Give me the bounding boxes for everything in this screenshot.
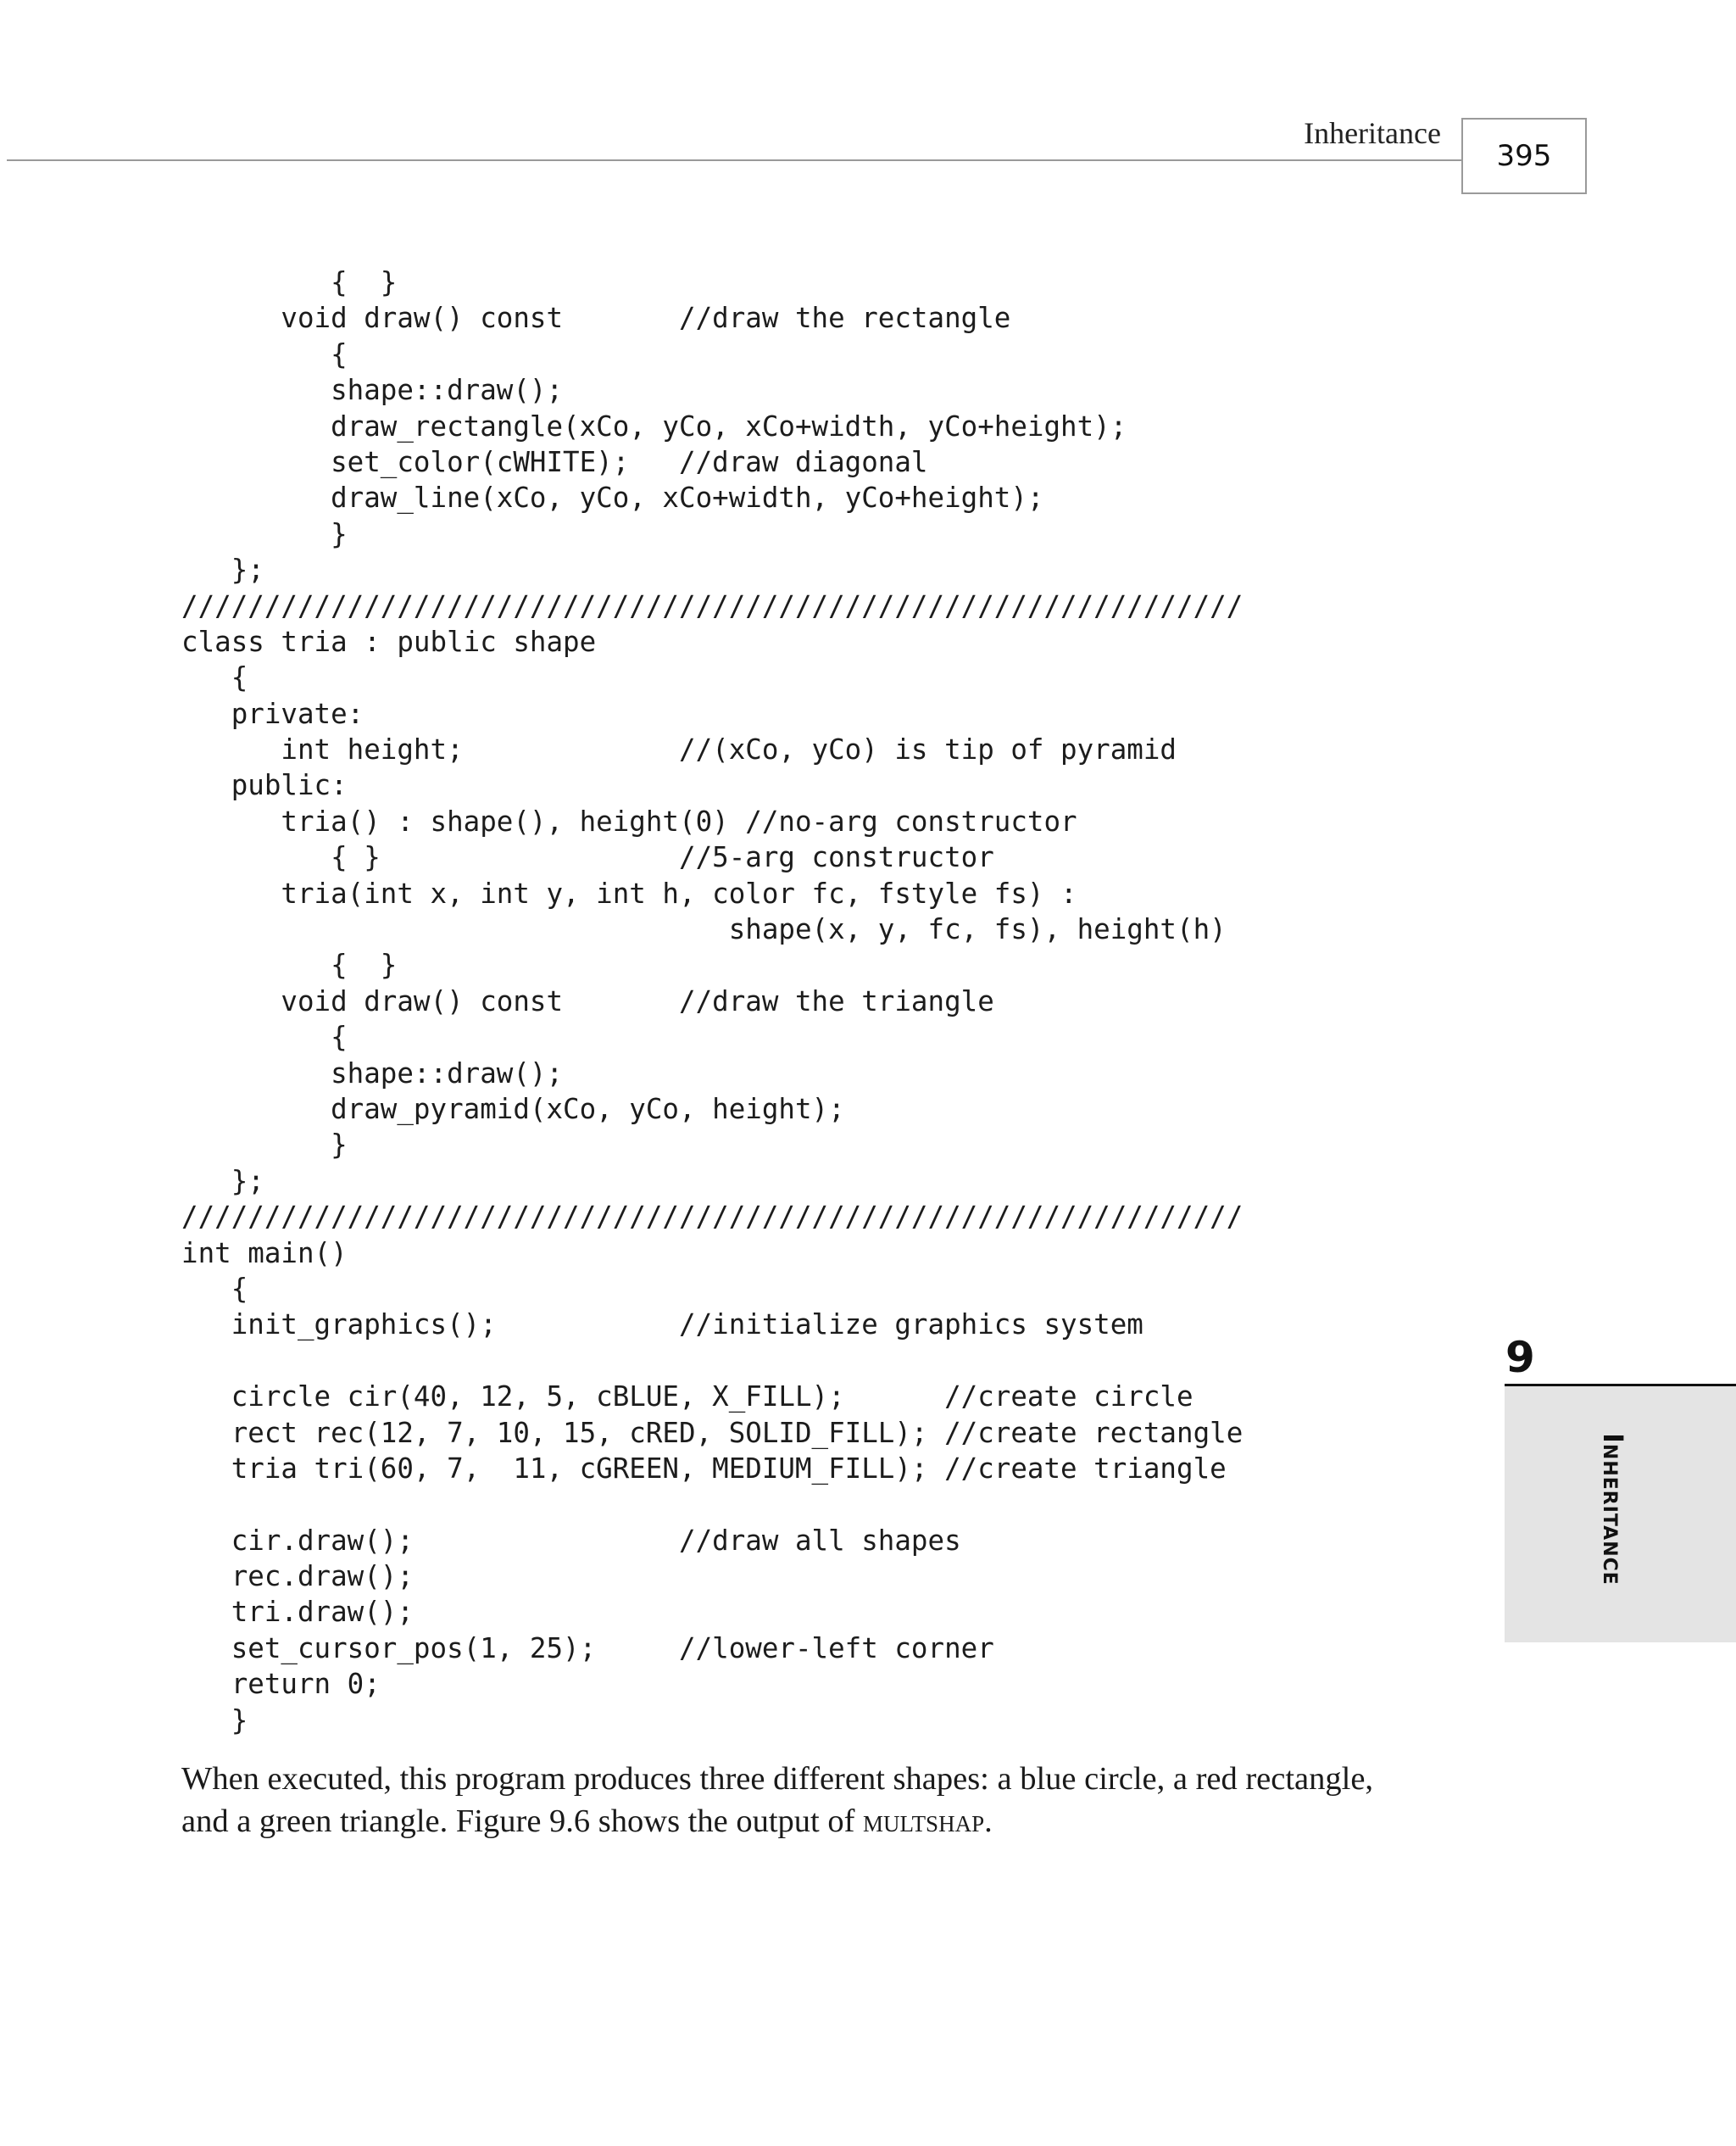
code-line [181, 1343, 1243, 1379]
code-line: shape::draw(); [181, 1056, 564, 1090]
code-line: }; [181, 554, 264, 587]
code-line [181, 1486, 1243, 1522]
running-header-title: Inheritance [1304, 116, 1441, 150]
page-number: 395 [1496, 139, 1552, 173]
code-line: public: [181, 769, 348, 802]
code-line: int height; //(xCo, yCo) is tip of pyramid [181, 733, 1177, 766]
code-line: cir.draw(); //draw all shapes [181, 1524, 961, 1557]
code-line: circle cir(40, 12, 5, cBLUE, X_FILL); //create circle [181, 1380, 1194, 1413]
code-listing [181, 265, 1243, 1738]
code-line: tria(int x, int y, int h, color fc, fstyle fs) : [181, 877, 1077, 910]
code-line: void draw() const //draw the triangle [181, 984, 994, 1017]
code-line: { } [181, 266, 398, 298]
code-line: tri.draw(); [181, 1596, 414, 1629]
code-line: set_cursor_pos(1, 25); //lower-left corner [181, 1631, 994, 1664]
body-paragraph [181, 1758, 1419, 1842]
code-line: int main() [181, 1236, 348, 1269]
code-line: draw_pyramid(xCo, yCo, height); [181, 1092, 845, 1125]
code-line: { [181, 661, 248, 694]
code-line: draw_line(xCo, yCo, xCo+width, yCo+height); [181, 482, 1044, 515]
code-line: tria tri(60, 7, 11, cGREEN, MEDIUM_FILL); //create triangle [181, 1452, 1227, 1485]
code-line: void draw() const //draw the rectangle [181, 302, 1011, 335]
code-line: rec.draw(); [181, 1560, 414, 1593]
code-line: tria() : shape(), height(0) //no-arg constructor [181, 805, 1077, 838]
code-line: init_graphics(); //initialize graphics system [181, 1308, 1143, 1341]
program-name: multshap [863, 1803, 985, 1839]
header-rule [7, 159, 1461, 161]
code-line: { [181, 1272, 248, 1305]
code-line: shape(x, y, fc, fs), height(h) [181, 913, 1227, 946]
code-line: set_color(cWHITE); //draw diagonal [181, 445, 928, 478]
code-line: private: [181, 697, 364, 730]
code-line: { [181, 1021, 348, 1054]
page-number-box [1461, 118, 1587, 194]
code-line: }; [181, 1164, 264, 1197]
code-line: //////////////////////////////////////////////////////////////// [181, 1201, 1244, 1234]
code-line: { } [181, 949, 398, 982]
code-line: shape::draw(); [181, 374, 564, 407]
code-line: } [181, 517, 348, 550]
chapter-number: 9 [1505, 1333, 1535, 1382]
code-line: class tria : public shape [181, 625, 597, 658]
code-line: } [181, 1129, 348, 1162]
chapter-tab-label: Inheritance [1597, 1433, 1629, 1586]
code-line: rect rec(12, 7, 10, 15, cRED, SOLID_FILL); //create rectangle [181, 1416, 1244, 1449]
code-line: draw_rectangle(xCo, yCo, xCo+width, yCo+height); [181, 410, 1127, 443]
code-line: } [181, 1703, 248, 1736]
code-line: return 0; [181, 1668, 381, 1701]
code-line: { [181, 337, 348, 371]
paragraph-text-end: . [984, 1803, 993, 1839]
paragraph-text: When executed, this program produces three different shapes: a blue circle, a red rectangle, and a green triangle. Figure 9.6 shows the output of [181, 1761, 1374, 1839]
code-line: //////////////////////////////////////////////////////////////// [181, 589, 1244, 622]
code-line: { } //5-arg constructor [181, 841, 994, 874]
